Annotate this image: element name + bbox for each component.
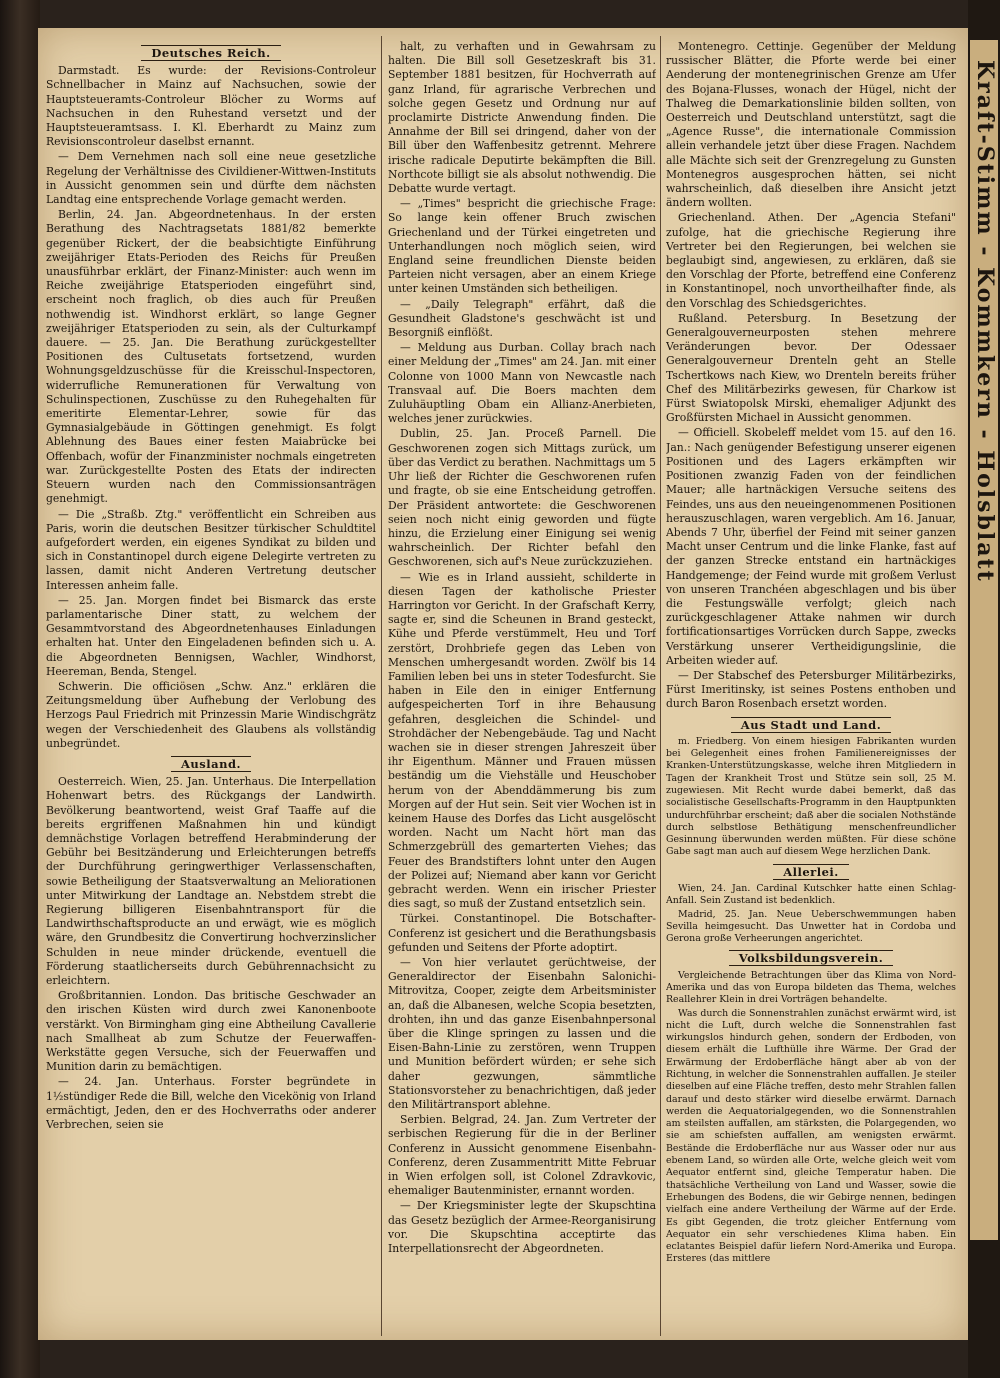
column-rule (381, 36, 382, 1336)
article-paragraph: Montenegro. Cettinje. Gegenüber der Meldung russischer Blätter, die Pforte werde bei einer Aenderung der montenegrinischen Grenze am Ufer des Bojana-Flusses, wonach der Hügel, nicht der Thalweg die Demarkationslinie bilden sollten, von Oesterreich und Deutschland unterstützt, sagt die „Agence Russe", die internationale Commission allein verhandele jetzt über diese Fragen. Nachdem alle Mächte sich seit der Grenzregelung zu Gunsten Montenegros ausgesprochen hätten, sei nicht wahrscheinlich, daß dieselben ihre Ansicht jetzt ändern wollten. (666, 40, 956, 210)
column-3 (666, 40, 956, 1330)
article-paragraph: — Meldung aus Durban. Collay brach nach einer Meldung der „Times" am 24. Jan. mit einer Colonne von 1000 Mann von Newcastle nach Transvaal auf. Die Boers machten dem Zuluhäuptling Obam ein Allianz-Anerbieten, welches jener zurückwies. (388, 341, 656, 426)
article-paragraph: — 24. Jan. Unterhaus. Forster begründete in 1½stündiger Rede die Bill, welche den Vicekönig von Irland ermächtigt, Jeden, den er des Hochverraths oder anderer Verbrechen, seien sie (46, 1075, 376, 1132)
article-paragraph: — Wie es in Irland aussieht, schilderte in diesen Tagen der katholische Priester Harrington vor Gericht. In der Grafschaft Kerry, sagte er, sind die Scheunen in Brand gesteckt, Kühe und Pferde verstümmelt, Heu und Torf zerstört, Drohbriefe gegen das Leben von Menschen umhergesandt worden. Zwölf bis 14 Familien leben bei uns in steter Todesfurcht. Sie haben in Eile den in einiger Entfernung aufgespeicherten Torf in ihre Behausung gefahren, desgleichen die Schindel- und Strohdächer der Nebengebäude. Tag und Nacht wachen sie in dieser strengen Jahreszeit über ihr Eigenthum. Männer und Frauen müssen beständig um die Viehställe und Heuschober herum von der Abenddämmerung bis zum Morgen auf der Hut sein. Seit vier Wochen ist in keinem Hause des Dorfes das Licht ausgelöscht worden. Nacht um Nacht hört man das Schmerzgebrüll des gemarterten Viehes; das Feuer des Brandstifters lohnt unter den Augen der Polizei auf; Niemand aber kann vor Gericht gebracht werden. Wenn ein irischer Priester dies sagt, so muß der Zustand entsetzlich sein. (388, 570, 656, 911)
section-heading: Volksbildungsverein. (666, 951, 956, 965)
article-paragraph: halt, zu verhaften und in Gewahrsam zu halten. Die Bill soll Gesetzeskraft bis 31. September 1881 besitzen, für Hochverrath auf ganz Irland, für agrarische Verbrechen und solche gegen Gesetz und Ordnung nur auf proclamirte Districte Anwendung finden. Die Annahme der Bill sei dringend, daher von der Bill über den Waffenbesitz getrennt. Mehrere irische radicale Deputirte bekämpften die Bill. Northcote billigt sie als absolut nothwendig. Die Debatte wurde vertagt. (388, 40, 656, 196)
article-paragraph: Oesterreich. Wien, 25. Jan. Unterhaus. Die Interpellation Hohenwart betrs. des Rückgangs der Landwirth. Bevölkerung beantwortend, weist Graf Taaffe auf die bereits ergriffenen Maßnahmen hin und kündigt demnächstige Vorlagen betreffend Herabminderung der Gebühr bei Besitzänderung und Erleichterungen betreffs der Durchführung geringwerthiger Verlassenschaften, sowie Betheiligung der Staatsverwaltung an Meliorationen unter Mitwirkung der Landtage an. Nebstdem strebt die Regierung billigeren Eisenbahntransport für die Landwirthschaftsproducte an und erwägt, wie es möglich wäre, den Grundbesitz die Convertirung hochverzinslicher Schulden in neue minder drückende, eventuell die Förderung staatlicherseits durch Gebührennachsicht zu erleichtern. (46, 775, 376, 987)
article-paragraph: — Der Kriegsminister legte der Skupschtina das Gesetz bezüglich der Armee-Reorganisirung vor. Die Skupschtina acceptirte das Interpellationsrecht der Abgeordneten. (388, 1199, 656, 1256)
article-paragraph: m. Friedberg. Von einem hiesigen Fabrikanten wurden bei Gelegenheit eines frohen Familienereignisses der Kranken-Unterstützungskasse, welche ihren Mitgliedern in Tagen der Krankheit Trost und Stütze sein soll, 25 M. zugewiesen. Mit Recht wurde dabei bemerkt, daß das socialistische Gesellschafts-Programm in den Hauptpunkten undurchführbar erscheint; daß aber die socialen Nothstände durch selbstlose Bethätigung menschenfreundlicher Gesinnung überwunden werden müßten. Für diese schöne Gabe sagt man auch auf diesem Wege herzlichen Dank. (666, 735, 956, 858)
article-paragraph: Madrid, 25. Jan. Neue Ueberschwemmungen haben Sevilla heimgesucht. Das Unwetter hat in Cordoba und Gerona große Verheerungen angerichtet. (666, 908, 956, 945)
article-paragraph: Türkei. Constantinopel. Die Botschafter-Conferenz ist gesichert und die Berathungsbasis gefunden und Seitens der Pforte adoptirt. (388, 912, 656, 954)
article-paragraph: Berlin, 24. Jan. Abgeordnetenhaus. In der ersten Berathung des Nachtragsetats 1881/82 bemerkte gegenüber Rickert, der die beabsichtigte Einführung zweijähriger Etats-Perioden des Reichs für Preußen unausführbar erklärt, der Finanz-Minister: auch wenn im Reiche zweijährige Etatsperioden eingeführt sind, erscheint noch fraglich, ob dies auch für Preußen nothwendig ist. Windhorst erklärt, so lange Gegner zweijähriger Etatsperioden zu sein, als der Culturkampf dauere. — 25. Jan. Die Berathung zurückgestellter Positionen des Cultusetats fortsetzend, wurden Wohnungsgeldzuschüsse für die Kreisschul-Inspectoren, widerrufliche Remunerationen für Verwaltung von Schulinspectionen, Zuschüsse zu den Ruhegehalten für emeritirte Elementar-Lehrer, sowie für das Gymnasialgebäude in Göttingen genehmigt. Es folgt Ablehnung des Baues einer festen Maiabrücke bei Offenbach, wofür der Finanzminister nochmals eingetreten war. Zurückgestellte Posten des Etats der indirecten Steuern wurden nach den Commissionsanträgen genehmigt. (46, 208, 376, 506)
article-paragraph: — „Daily Telegraph" erfährt, daß die Gesundheit Gladstone's geschwächt ist und Besorgniß einflößt. (388, 297, 656, 340)
column-1 (46, 40, 376, 1330)
article-paragraph: — Dem Vernehmen nach soll eine neue gesetzliche Regelung der Verhältnisse des Civildiener-Wittwen-Instituts in Aussicht genommen sein und dürfte dem nächsten Landtag eine entsprechende Vorlage gemacht werden. (46, 150, 376, 207)
article-paragraph: Griechenland. Athen. Der „Agencia Stefani" zufolge, hat die griechische Regierung ihre Vertreter bei den Regierungen, bei welchen sie beglaubigt sind, angewiesen, zu erklären, daß sie den Vorschlag der Pforte, betreffend eine Conferenz in Konstantinopel, noch unvortheilhafter finde, als den Vorschlag des Schiedsgerichtes. (666, 211, 956, 310)
article-paragraph: — 25. Jan. Morgen findet bei Bismarck das erste parlamentarische Diner statt, zu welchem der Gesammtvorstand des Abgeordnetenhauses Einladungen erhalten hat. Unter den Eingeladenen befinden sich u. A. die Abgeordneten Bennigsen, Wachler, Windhorst, Heereman, Benda, Stengel. (46, 593, 376, 678)
neighbor-masthead: Kraft-Stimm - Kommkern - Holsblatt (972, 60, 998, 583)
article-paragraph: Wien, 24. Jan. Cardinal Kutschker hatte einen Schlag-Anfall. Sein Zustand ist bedenklich. (666, 882, 956, 907)
article-paragraph: Großbritannien. London. Das britische Geschwader an den irischen Küsten wird durch zwei Kanonenboote verstärkt. Von Birmingham ging eine Abtheilung Cavallerie nach Smallheat ab zum Schutze der Feuerwaffen-Werkstätte gegen Versuche, sich der Feuerwaffen und Munition darin zu bemächtigen. (46, 989, 376, 1074)
section-heading: Ausland. (46, 757, 376, 771)
section-heading: Deutsches Reich. (46, 46, 376, 60)
article-paragraph: Vergleichende Betrachtungen über das Klima von Nord-Amerika und das von Europa bildeten das Thema, welches Reallehrer Klein in drei Vorträgen behandelte. (666, 969, 956, 1006)
neighbor-page (970, 40, 998, 1240)
book-binding (0, 0, 40, 1378)
article-paragraph: Was durch die Sonnenstrahlen zunächst erwärmt wird, ist nicht die Luft, durch welche die Sonnenstrahlen fast wirkungslos hindurch gehen, sondern der Erdboden, von diesem erhält die Lufthülle ihre Wärme. Der Grad der Erwärmung der Erdoberfläche hängt aber ab von der Richtung, in welcher die Sonnenstrahlen auffallen. Je steiler dieselben auf eine Fläche treffen, desto mehr Strahlen fallen darauf und desto stärker wird dieselbe erwärmt. Darnach werden die Aequatorialgegenden, wo die Sonnenstrahlen am steilsten auffallen, am stärksten, die Polargegenden, wo sie am schiefsten auffallen, am wenigsten erwärmt. Bestände die Erdoberfläche nur aus Wasser oder nur aus ebenem Land, so würden alle Orte, welche gleich weit vom Aequator entfernt sind, gleiche Temperatur haben. Die thatsächliche Vertheilung von Land und Wasser, sowie die Erhebungen des Bodens, die wir Gebirge nennen, bedingen vielfach eine andere Vertheilung der Wärme auf der Erde. Es gibt Gegenden, die trotz gleicher Entfernung vom Aequator ein sehr verschiedenes Klima haben. Ein eclatantes Beispiel dafür liefern Nord-Amerika und Europa. Ersteres (das mittlere (666, 1007, 956, 1265)
column-2 (388, 40, 656, 1330)
newspaper-page (38, 28, 968, 1340)
article-paragraph: — Die „Straßb. Ztg." veröffentlicht ein Schreiben aus Paris, worin die deutschen Besitzer türkischer Schuldtitel aufgefordert werden, ein eigenes Syndikat zu bilden und sich in Constantinopel durch eigene Delegirte vertreten zu lassen, damit nicht Anderen Vertretung deutscher Interessen anheim falle. (46, 507, 376, 592)
article-paragraph: Serbien. Belgrad, 24. Jan. Zum Vertreter der serbischen Regierung für die in der Berliner Conferenz in Aussicht genommene Eisenbahn-Conferenz, deren Zusammentritt Mitte Februar in Wien erfolgen soll, ist Colonel Zdravkovic, ehemaliger Bautenminister, ernannt worden. (388, 1113, 656, 1198)
section-heading: Aus Stadt und Land. (666, 718, 956, 732)
article-paragraph: — Der Stabschef des Petersburger Militärbezirks, Fürst Imeritinsky, ist seines Postens enthoben und durch Baron Rosenbach ersetzt worden. (666, 668, 956, 711)
article-paragraph: — „Times" bespricht die griechische Frage: So lange kein offener Bruch zwischen Griechenland und der Türkei eingetreten und Unterhandlungen noch möglich seien, wird England seine freundlichen Dienste beiden Parteien nicht versagen, aber an einem Kriege unter keinen Umständen sich betheiligen. (388, 197, 656, 296)
article-paragraph: Rußland. Petersburg. In Besetzung der Generalgouverneurposten stehen mehrere Veränderungen bevor. Der Odessaer Generalgouverneur Drenteln geht an Stelle Tschertkows nach Kiew, wo Drenteln bereits früher Chef des Militärbezirks gewesen, für Charkow ist Fürst Swiatopolsk Mirski, ehemaliger Adjunkt des Großfürsten Michael in Aussicht genommen. (666, 311, 956, 425)
article-paragraph: — Von hier verlautet gerüchtweise, der Generaldirector der Eisenbahn Salonichi-Mitrovitza, Cooper, zeigte dem Arbeitsminister an, daß die Albanesen, welche Scopia besetzten, drohten, ihn und das ganze Eisenbahnpersonal über die Klinge springen zu lassen und die Eisen-Bahn-Linie zu zerstören, wenn Truppen und Munition befördert würden; er sehe sich daher gezwungen, sämmtliche Stationsvorsteher zu benachrichtigen, daß jeder den Militärtransport ablehne. (388, 956, 656, 1112)
section-heading: Allerlei. (666, 865, 956, 879)
article-paragraph: — Officiell. Skobeleff meldet vom 15. auf den 16. Jan.: Nach genügender Befestigung unserer eigenen Positionen und des Lagers erkämpften wir Positionen zwanzig Faden von der feindlichen Mauer; alle hartnäckigen Versuche seitens des Feindes, uns aus den neueingenommenen Positionen herauszuschlagen, waren vergeblich. Am 16. Januar, Abends 7 Uhr, überfiel der Feind mit seiner ganzen Macht unser Centrum und die linke Flanke, fast auf der ganzen Strecke entstand ein hartnäckiges Handgemenge; der Feind wurde mit großem Verlust von unseren Tranchéen abgeschlagen und bis über die Festungswälle verfolgt; gleich nach zurückgeschlagener Attake nahmen wir durch fortificationsartiges Vorrücken durch Sappe, zwecks Verstärkung unserer Vertheidigungslinie, die Arbeiten wieder auf. (666, 426, 956, 667)
column-rule (660, 36, 661, 1336)
article-paragraph: Darmstadt. Es wurde: der Revisions-Controleur Schnellbacher in Mainz auf Nachsuchen, sowie der Hauptsteueramts-Controleur Blöcher zu Worms auf Nachsuchen in den Ruhestand versetzt und der Hauptsteueramtsass. I. Kl. Eberhardt zu Mainz zum Revisionscontroleur daselbst ernannt. (46, 64, 376, 149)
article-paragraph: Dublin, 25. Jan. Proceß Parnell. Die Geschworenen zogen sich Mittags zurück, um über das Verdict zu berathen. Nachmittags um 5 Uhr ließ der Richter die Geschworenen rufen und fragte, ob sie eine Entscheidung getroffen. Der Präsident antwortete: die Geschworenen seien noch nicht einig geworden und fügte hinzu, die Erzielung einer Einigung sei wenig wahrscheinlich. Der Richter befahl den Geschworenen, sich auf's Neue zurückzuziehen. (388, 427, 656, 569)
article-paragraph: Schwerin. Die officiösen „Schw. Anz." erklären die Zeitungsmeldung über Aufhebung der Verlobung des Herzogs Paul Friedrich mit Prinzessin Marie Windischgrätz wegen der Verschiedenheit des Glaubens als vollständig unbegründet. (46, 679, 376, 750)
